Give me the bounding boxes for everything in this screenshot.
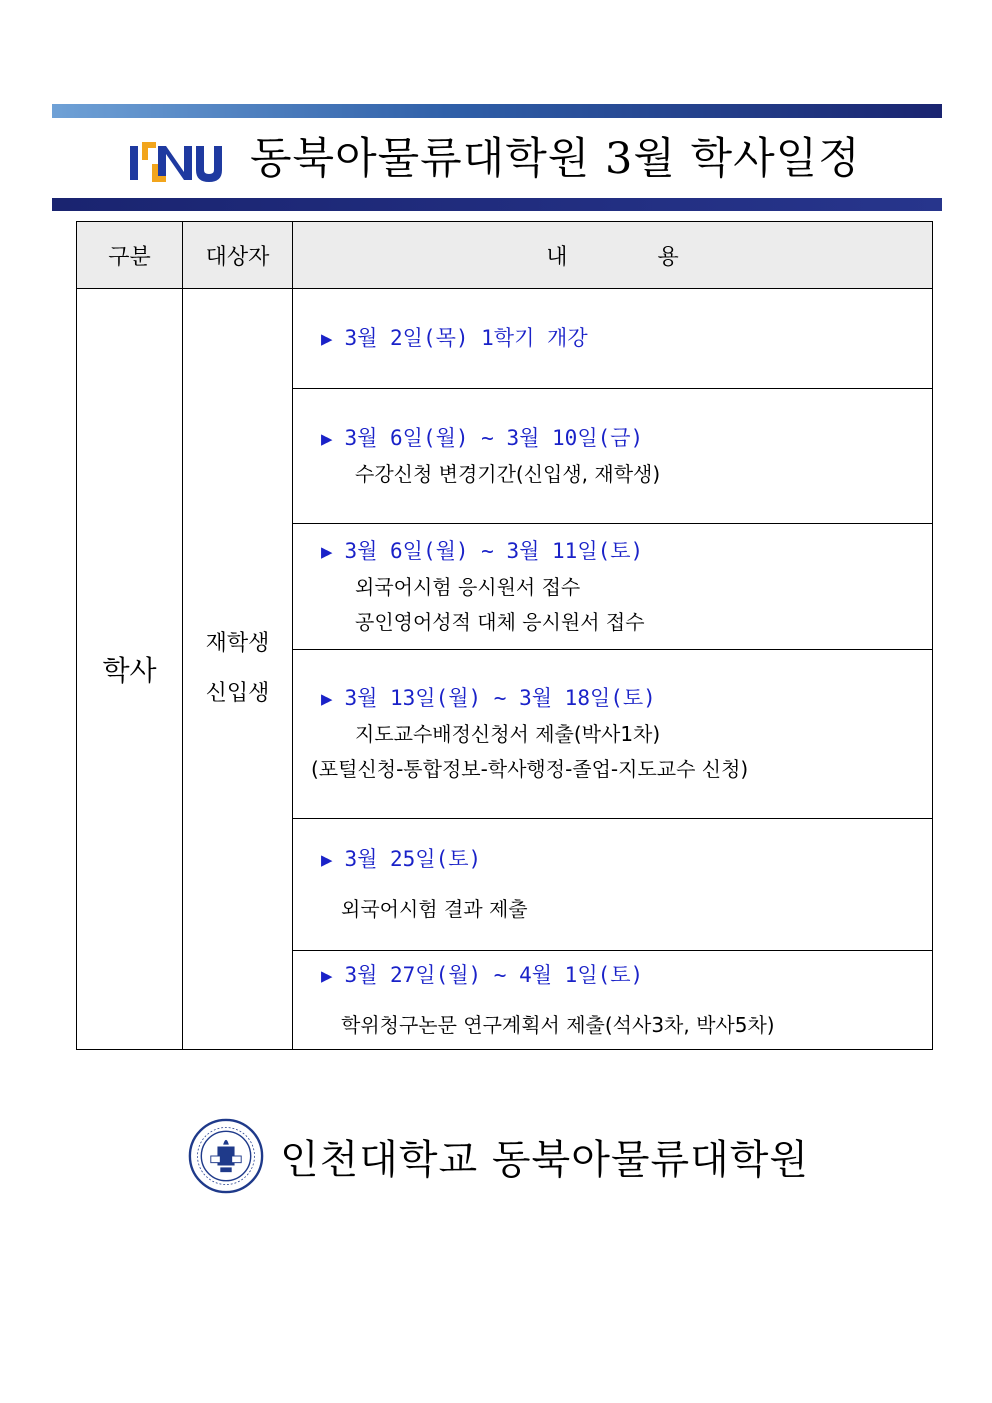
schedule-desc: 수강신청 변경기간(신입생, 재학생) <box>355 461 661 486</box>
arrow-icon: ▶ <box>321 849 333 871</box>
header-content <box>293 222 933 289</box>
category-cell: 학사 <box>77 289 183 1050</box>
header-content-b: 용 <box>657 244 679 270</box>
header-top-bar <box>52 104 942 118</box>
schedule-desc: 지도교수배정신청서 제출(박사1차) <box>355 722 661 746</box>
schedule-item <box>293 524 933 650</box>
header-bottom-bar <box>52 198 942 211</box>
schedule-date: 3월 25일(토) <box>344 847 482 871</box>
arrow-icon: ▶ <box>321 964 333 987</box>
schedule-item <box>293 650 933 819</box>
schedule-desc: 학위청구논문 연구계획서 제출(석사3차, 박사5차) <box>341 1012 775 1037</box>
schedule-item <box>293 289 933 389</box>
schedule-item <box>293 389 933 524</box>
schedule-date: 3월 6일(월) ~ 3월 11일(토) <box>344 538 644 563</box>
university-seal-icon <box>188 1118 264 1194</box>
target-line: 재학생 <box>205 631 270 656</box>
schedule-desc: 공인영어성적 대체 응시원서 접수 <box>355 609 645 634</box>
footer-institution-name: 인천대학교 동북아물류대학원 <box>280 1136 810 1183</box>
schedule-desc: (포털신청-통합정보-학사행정-졸업-지도교수 신청) <box>311 757 749 781</box>
arrow-icon: ▶ <box>321 327 333 350</box>
header-target: 대상자 <box>183 222 293 289</box>
schedule-date: 3월 2일(목) 1학기 개강 <box>344 325 588 350</box>
schedule-item <box>293 819 933 951</box>
schedule-desc: 외국어시험 응시원서 접수 <box>355 574 581 599</box>
schedule-item <box>293 951 933 1050</box>
header-category: 구분 <box>77 222 183 289</box>
arrow-icon: ▶ <box>321 427 333 450</box>
target-line: 신입생 <box>205 681 270 706</box>
page-title: 동북아물류대학원 3월 학사일정 <box>250 134 861 184</box>
arrow-icon: ▶ <box>321 540 333 563</box>
schedule-date: 3월 6일(월) ~ 3월 10일(금) <box>344 425 644 450</box>
schedule-date: 3월 13일(월) ~ 3월 18일(토) <box>344 686 656 710</box>
target-cell <box>183 289 293 1050</box>
schedule-table <box>76 221 933 1050</box>
header-content-a: 내 <box>546 244 568 270</box>
footer <box>188 1120 809 1192</box>
table-row <box>77 289 933 389</box>
arrow-icon: ▶ <box>321 688 333 710</box>
inu-logo <box>128 136 224 186</box>
schedule-date: 3월 27일(월) ~ 4월 1일(토) <box>344 962 644 987</box>
table-header-row <box>77 222 933 289</box>
schedule-desc: 외국어시험 결과 제출 <box>341 897 528 921</box>
